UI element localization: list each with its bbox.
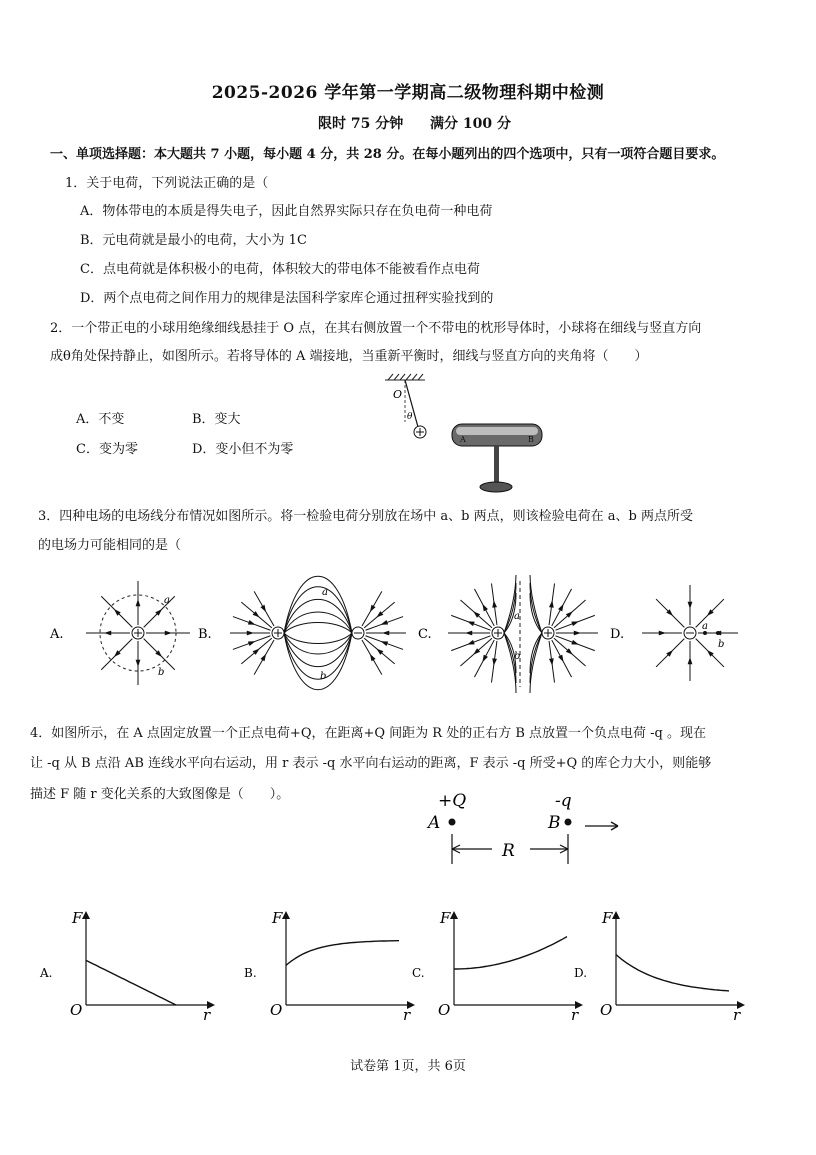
axis-F-label: F <box>602 909 613 927</box>
section-heading: 一、单项选择题：本大题共 7 小题，每小题 4 分，共 28 分。在每小题列出的四个选项中，只有一项符合题目要求。 <box>50 147 725 162</box>
q2-figure <box>380 372 560 502</box>
graph-curve <box>86 960 176 1005</box>
field-line-arrowhead <box>381 641 389 646</box>
field-line-arrowhead <box>248 641 256 646</box>
q1-option-d: D．两个点电荷之间作用力的规律是法国科学家库仑通过扭秤实验找到的 <box>80 291 494 306</box>
field-line <box>530 633 542 683</box>
q2-option-b: B．变大 <box>192 412 241 427</box>
field-line-arrowhead <box>247 631 254 636</box>
fig-a-point-a: a <box>164 595 170 606</box>
charge-A-dot <box>449 819 456 826</box>
q2-option-a: A．不变 <box>76 412 125 427</box>
field-line-arrowhead <box>381 620 389 625</box>
field-line-arrowhead <box>370 654 376 661</box>
axis-F-label: F <box>72 909 83 927</box>
label-O: O <box>393 388 403 401</box>
q1-option-c: C．点电荷就是体积极小的电荷，体积较大的带电体不能被看作点电荷 <box>80 262 480 277</box>
fig-c-label: C. <box>418 627 432 642</box>
fig-b-point-b: b <box>320 671 327 682</box>
end-B-label: B <box>528 435 534 444</box>
field-line <box>504 583 516 633</box>
axis-r-label: r <box>203 1006 211 1024</box>
full-score: 满分 100 分 <box>430 116 511 132</box>
graph-curve <box>454 937 567 969</box>
fig-c-point-b: b <box>514 651 521 662</box>
field-fig-c <box>448 575 598 693</box>
field-line-arrowhead <box>248 620 256 625</box>
fig-d-point-a: a <box>702 621 708 632</box>
axis-r-label: r <box>403 1006 411 1024</box>
q2-stem-line1: 2．一个带正电的小球用绝缘细线悬挂于 O 点，在其右侧放置一个不带电的枕形导体时，小球将在细线与竖直方向 <box>50 321 702 336</box>
q2-option-c: C．变为零 <box>76 442 138 457</box>
field-line-arrowhead <box>688 602 693 609</box>
q4-stem-line1: 4．如图所示，在 A 点固定放置一个正点电荷+Q，在距离+Q 间距为 R 处的正右方 B 点放置一个负点电荷 -q 。现在 <box>30 726 707 741</box>
y-axis-arrow <box>450 911 458 919</box>
q4-stem-line2: 让 -q 从 B 点沿 AB 连线水平向右运动，用 r 表示 -q 水平向右运动的距离，F 表示 -q 所受+Q 的库仑力大小，则能够 <box>30 756 712 771</box>
field-line-arrowhead <box>482 604 488 611</box>
fig-b-point-a: a <box>322 587 328 598</box>
graph-1 <box>39 909 215 1024</box>
field-line-arrowhead <box>260 605 266 612</box>
pillow-conductor <box>452 424 542 492</box>
q3-stem-line1: 3．四种电场的电场线分布情况如图所示。将一检验电荷分别放在场中 a、b 两点，则该检验电荷在 a、b 两点所受 <box>38 509 693 524</box>
q4-graphs <box>36 905 756 1030</box>
plus-Q-label: +Q <box>438 791 467 811</box>
end-A-label: A <box>460 435 466 444</box>
time-limit: 限时 75 分钟 <box>318 116 404 132</box>
axis-r-label: r <box>571 1006 579 1024</box>
field-line-arrowhead <box>574 631 581 636</box>
field-line-arrowhead <box>382 631 389 636</box>
field-line-arrowhead <box>549 658 554 665</box>
graph-3 <box>412 909 583 1024</box>
y-axis-arrow <box>612 911 620 919</box>
origin-label: O <box>270 1001 283 1019</box>
point-A-label: A <box>428 813 441 833</box>
point-B-label: B <box>548 813 561 833</box>
field-line-arrowhead <box>370 605 376 612</box>
field-line-arrowhead <box>467 640 475 645</box>
field-line-arrowhead <box>260 654 266 661</box>
y-axis-arrow <box>282 911 290 919</box>
q3-figures <box>40 575 800 695</box>
field-line-arrowhead <box>492 600 497 607</box>
field-line-arrowhead <box>558 604 564 611</box>
graph-label: C. <box>412 966 425 980</box>
field-line <box>284 623 352 634</box>
fig-c-point-a: a <box>514 611 520 622</box>
origin-label: O <box>600 1001 613 1019</box>
field-line <box>284 633 352 644</box>
label-theta: θ <box>407 412 413 422</box>
field-line-arrowhead <box>549 600 554 607</box>
motion-arrow <box>585 822 618 830</box>
q1-stem: 1．关于电荷，下列说法正确的是（ <box>65 176 269 191</box>
field-line-arrowhead <box>492 658 497 665</box>
field-line-arrowhead <box>482 655 488 662</box>
fig-a-label: A. <box>50 627 64 642</box>
q2-option-d: D．变小但不为零 <box>192 442 294 457</box>
charged-ball <box>414 426 426 438</box>
graph-label: B. <box>244 966 257 980</box>
q2-stem-line2: 成θ角处保持静止，如图所示。若将导体的 A 端接地，当重新平衡时，细线与竖直方向的夹角将（ ） <box>50 349 648 364</box>
field-line-arrowhead <box>165 631 172 636</box>
field-line-arrowhead <box>104 631 111 636</box>
field-fig-a <box>49 581 190 685</box>
field-fig-b <box>230 576 406 689</box>
field-line-arrowhead <box>136 660 141 667</box>
y-axis-arrow <box>82 911 90 919</box>
ceiling-hatch <box>385 374 425 380</box>
field-line-arrowhead <box>136 599 141 606</box>
fig-a-point-b: b <box>158 667 165 678</box>
field-line-arrowhead <box>571 621 579 626</box>
graph-curve <box>616 955 729 991</box>
origin-label: O <box>438 1001 451 1019</box>
q3-stem-line2: 的电场力可能相同的是（ <box>38 538 182 553</box>
axis-r-label: r <box>733 1006 741 1024</box>
fig-d-label: D. <box>610 627 625 642</box>
field-line-arrowhead <box>465 631 472 636</box>
field-fig-d <box>642 585 738 681</box>
field-line-arrowhead <box>659 631 666 636</box>
q1-option-a: A．物体带电的本质是得失电子，因此自然界实际只存在负电荷一种电荷 <box>80 204 493 219</box>
field-line <box>530 583 542 633</box>
field-line-arrowhead <box>571 640 579 645</box>
page-footer: 试卷第 1页，共 6页 <box>350 1059 466 1074</box>
q1-option-b: B．元电荷就是最小的电荷，大小为 1C <box>80 233 307 248</box>
q4-setup-figure <box>420 788 640 868</box>
q4-stem-line3: 描述 F 随 r 变化关系的大致图像是（ ）。 <box>30 787 290 802</box>
field-line-arrowhead <box>467 621 475 626</box>
origin-label: O <box>70 1001 83 1019</box>
minus-q-label: -q <box>555 791 572 811</box>
field-line-arrowhead <box>558 655 564 662</box>
graph-2 <box>244 909 415 1024</box>
graph-4 <box>574 909 745 1024</box>
graph-label: D. <box>574 966 588 980</box>
exam-title: 2025-2026 学年第一学期高二级物理科期中检测 <box>211 83 605 103</box>
field-line-arrowhead <box>688 657 693 664</box>
charge-B-dot <box>565 819 572 826</box>
graph-curve <box>286 941 399 966</box>
axis-F-label: F <box>440 909 451 927</box>
graph-label: A. <box>40 966 53 980</box>
axis-F-label: F <box>272 909 283 927</box>
fig-b-label: B. <box>198 627 212 642</box>
fig-d-point-b: b <box>718 639 725 650</box>
distance-R-label: R <box>502 841 515 861</box>
